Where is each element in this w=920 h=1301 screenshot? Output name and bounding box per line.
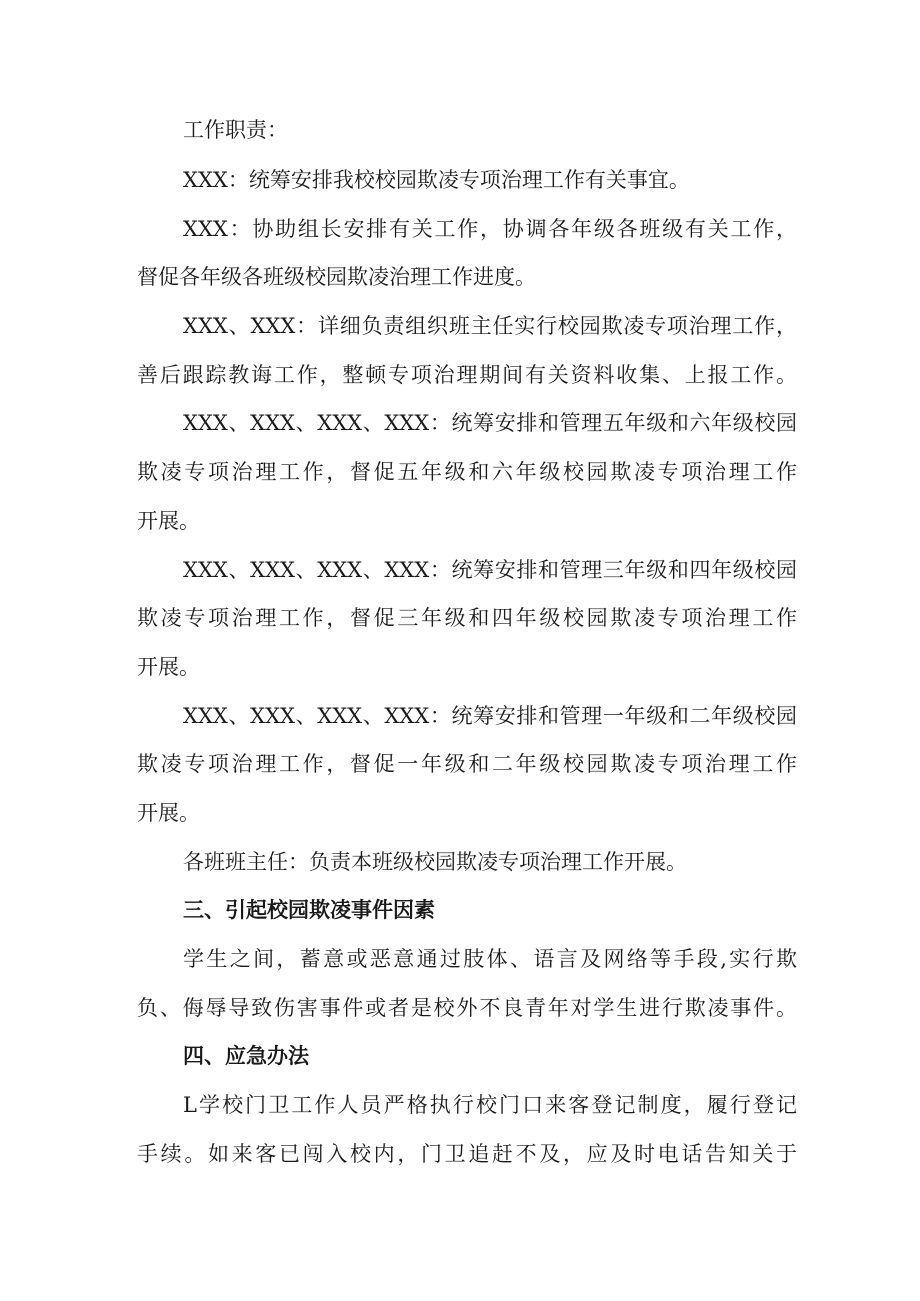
paragraph-line: 开展。 <box>137 801 200 825</box>
paragraph-line: 开展。 <box>137 655 200 679</box>
paragraph-line: L学校门卫工作人员严格执行校门口来客登记制度，履行登记 <box>183 1093 797 1117</box>
paragraph-line: XXX、XXX、XXX、XXX：统筹安排和管理一年级和二年级校园 <box>183 704 797 728</box>
paragraph-line: 欺凌专项治理工作，督促一年级和二年级校园欺凌专项治理工作 <box>137 752 797 776</box>
duties-label: 工作职责： <box>183 118 288 142</box>
paragraph-line: XXX：协助组长安排有关工作，协调各年级各班级有关工作， <box>183 217 797 241</box>
paragraph-line: 欺凌专项治理工作，督促五年级和六年级校园欺凌专项治理工作 <box>137 460 797 484</box>
paragraph-line: 欺凌专项治理工作，督促三年级和四年级校园欺凌专项治理工作 <box>137 606 797 630</box>
section-heading: 三、引起校园欺凌事件因素 <box>183 898 435 922</box>
paragraph-line: XXX、XXX、XXX、XXX：统筹安排和管理五年级和六年级校园 <box>183 411 797 435</box>
paragraph-line: 手续。如来客已闯入校内，门卫追赶不及，应及时电话告知关于 <box>137 1142 797 1166</box>
paragraph-line: 学生之间，蓄意或恶意通过肢体、语言及网络等手段,实行欺 <box>183 947 797 971</box>
paragraph-line: 负、侮辱导致伤害事件或者是校外不良青年对学生进行欺凌事件。 <box>137 996 797 1020</box>
section-heading: 四、应急办法 <box>183 1044 309 1068</box>
paragraph-line: 各班班主任：负责本班级校园欺凌专项治理工作开展。 <box>183 850 687 874</box>
paragraph-line: 督促各年级各班级校园欺凌治理工作进度。 <box>137 265 536 289</box>
paragraph-line: XXX、XXX、XXX、XXX：统筹安排和管理三年级和四年级校园 <box>183 558 797 582</box>
paragraph-line: XXX、XXX：详细负责组织班主任实行校园欺凌专项治理工作， <box>183 314 797 338</box>
paragraph-line: XXX：统筹安排我校校园欺凌专项治理工作有关事宜。 <box>183 168 690 192</box>
paragraph-line: 开展。 <box>137 509 200 533</box>
paragraph-line: 善后跟踪教诲工作，整顿专项治理期间有关资料收集、上报工作。 <box>137 363 797 387</box>
